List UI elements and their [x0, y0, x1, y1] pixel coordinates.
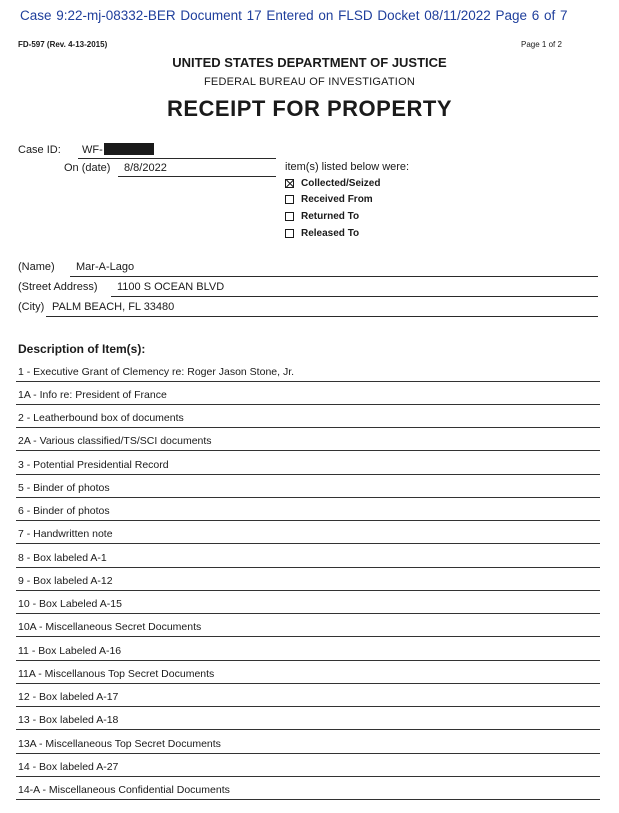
name-value: Mar-A-Lago: [76, 261, 135, 273]
date-line: [118, 176, 276, 177]
form-id: FD-597 (Rev. 4-13-2015): [18, 40, 108, 49]
checkbox-checked-icon[interactable]: [285, 179, 294, 188]
department-name: UNITED STATES DEPARTMENT OF JUSTICE: [172, 55, 447, 70]
date-label: On (date): [64, 162, 111, 174]
item-row: [16, 475, 600, 498]
item-text: 13 - Box labeled A-18: [18, 714, 119, 727]
item-text: 1A - Info re: President of France: [18, 389, 167, 402]
item-row: [16, 359, 600, 382]
checkbox-icon[interactable]: [285, 212, 294, 221]
item-row: [16, 661, 600, 684]
redaction-bar: [104, 143, 154, 155]
item-row: [16, 707, 600, 730]
item-row: [16, 591, 600, 614]
item-row: [16, 568, 600, 591]
name-label: (Name): [18, 261, 55, 273]
case-id-label: Case ID:: [18, 144, 61, 156]
item-text: 12 - Box labeled A-17: [18, 691, 119, 704]
item-row: [16, 405, 600, 428]
city-value: PALM BEACH, FL 33480: [52, 301, 175, 313]
item-text: 2 - Leatherbound box of documents: [18, 412, 184, 425]
item-text: 11A - Miscellanous Top Secret Documents: [18, 668, 215, 681]
item-row: [16, 777, 600, 800]
option-label: Received From: [301, 193, 373, 205]
item-text: 3 - Potential Presidential Record: [18, 459, 169, 472]
page-count: Page 1 of 2: [521, 40, 562, 49]
item-text: 5 - Binder of photos: [18, 482, 110, 495]
description-heading: Description of Item(s):: [18, 342, 146, 356]
item-row: [16, 498, 600, 521]
case-id-line: [78, 158, 276, 159]
street-value: 1100 S OCEAN BLVD: [117, 281, 225, 293]
item-text: 1 - Executive Grant of Clemency re: Roger Jason Stone, Jr.: [18, 366, 295, 379]
item-row: [16, 638, 600, 661]
option-released-to[interactable]: [285, 226, 359, 240]
item-text: 2A - Various classified/TS/SCI documents: [18, 435, 212, 448]
item-text: 10 - Box Labeled A-15: [18, 598, 122, 611]
item-text: 14-A - Miscellaneous Confidential Documents: [18, 784, 230, 797]
item-row: [16, 731, 600, 754]
option-returned-to[interactable]: [285, 209, 359, 223]
city-line: [46, 316, 598, 317]
item-text: 7 - Handwritten note: [18, 528, 113, 541]
checkbox-icon[interactable]: [285, 195, 294, 204]
item-text: 8 - Box labeled A-1: [18, 552, 107, 565]
option-label: Released To: [301, 227, 360, 239]
item-row: [16, 382, 600, 405]
case-id-value: WF-: [82, 144, 103, 156]
item-row: [16, 684, 600, 707]
item-row: [16, 428, 600, 451]
docket-header: Case 9:22-mj-08332-BER Document 17 Entered on FLSD Docket 08/11/2022 Page 6 of 7: [20, 8, 568, 23]
date-value: 8/8/2022: [124, 162, 167, 174]
item-row: [16, 545, 600, 568]
item-text: 6 - Binder of photos: [18, 505, 110, 518]
item-text: 13A - Miscellaneous Top Secret Documents: [18, 738, 221, 751]
option-label: Returned To: [301, 210, 360, 222]
item-text: 11 - Box Labeled A-16: [18, 645, 122, 658]
items-status-heading: item(s) listed below were:: [285, 161, 410, 173]
street-line: [111, 296, 598, 297]
item-row: [16, 614, 600, 637]
option-received-from[interactable]: [285, 192, 373, 206]
city-label: (City): [18, 301, 45, 313]
checkbox-icon[interactable]: [285, 229, 294, 238]
option-label: Collected/Seized: [301, 177, 381, 189]
street-label: (Street Address): [18, 281, 98, 293]
item-row: [16, 754, 600, 777]
name-line: [70, 276, 598, 277]
item-text: 9 - Box labeled A-12: [18, 575, 113, 588]
item-row: [16, 452, 600, 475]
option-collected-seized[interactable]: [285, 176, 380, 190]
bureau-name: FEDERAL BUREAU OF INVESTIGATION: [204, 76, 415, 88]
form-title: RECEIPT FOR PROPERTY: [166, 96, 453, 121]
item-text: 14 - Box labeled A-27: [18, 761, 119, 774]
item-row: [16, 521, 600, 544]
item-text: 10A - Miscellaneous Secret Documents: [18, 621, 202, 634]
